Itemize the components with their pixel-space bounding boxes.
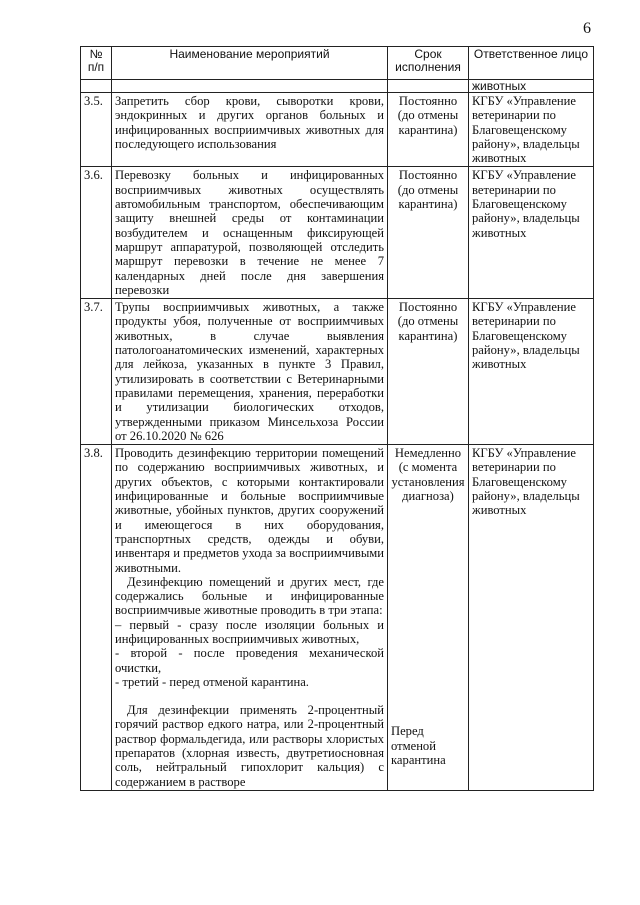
header-num: № п/п: [81, 47, 112, 80]
term-block: [388, 445, 469, 791]
measure-list-item: - второй - после проведения механической очистки,: [115, 646, 384, 675]
header-name: Наименование мероприятий: [112, 47, 388, 80]
measure-text: Трупы восприимчивых животных, а также продукты убоя, полученные от восприимчивых животных, в случае выявления патологоанатомических изменений, характерных для лейкоза, указанных в пункте 3 Правил, утилизировать в соответствии с Ветеринарными правилами перемещения, хранения, переработки и утилизации биологических отходов, утвержденными приказом Минсельхоза России от 26.10.2020 № 626: [112, 299, 388, 445]
carryover-text: животных: [469, 80, 594, 93]
term-text-second: Перед отменой карантина: [391, 724, 446, 767]
term-text: Постоянно (до отмены карантина): [388, 93, 469, 167]
responsible-text: КГБУ «Управление ветеринарии по Благовещенскому району», владельцы животных: [469, 93, 594, 167]
responsible-text: КГБУ «Управление ветеринарии по Благовещенскому району», владельцы животных: [469, 299, 594, 445]
measure-list-item: – первый - сразу после изоляции больных и инфицированных восприимчивых животных,: [115, 617, 384, 646]
measure-text: Запретить сбор крови, сыворотки крови, эндокринных и других органов больных и инфицированных восприимчивых животных для последующего использования: [112, 93, 388, 167]
row-number: 3.5.: [81, 93, 112, 167]
measure-paragraph: Дезинфекцию помещений и других мест, где содержались больные и инфицированные восприимчивые животные проводить в три этапа:: [115, 574, 384, 618]
term-text: Постоянно (до отмены карантина): [388, 167, 469, 299]
measure-list-item: - третий - перед отменой карантина.: [115, 674, 309, 689]
page-number: 6: [583, 20, 591, 37]
row-number: 3.8.: [81, 445, 112, 791]
term-text: Постоянно (до отмены карантина): [388, 299, 469, 445]
header-resp: Ответственное лицо: [469, 47, 594, 80]
table-row: [81, 299, 594, 445]
carryover-row: [81, 80, 594, 93]
table-row: [81, 93, 594, 167]
measure-text: Перевозку больных и инфицированных восприимчивых животных осуществлять автомобильным транспортом, обеспечивающим защиту внешней среды от контаминации возбудителем и оснащенным фиксирующей маршрут аппаратурой, позволяющей отследить маршрут перевозки в течение не менее 7 календарных дней после дня завершения перевозки: [112, 167, 388, 299]
measure-paragraph: Проводить дезинфекцию территории помещений по содержанию восприимчивых животных, и других объектов, с которыми контактировали инфицированные и больные восприимчивые животные, убойных пунктов, других сооружений и имеющегося в них оборудования, транспортных средств, одежды и обуви, инвентаря и предметов ухода за восприимчивыми животными.: [115, 446, 384, 575]
term-text: Немедленно (с момента установления диагноза): [391, 446, 465, 504]
row-number: 3.7.: [81, 299, 112, 445]
responsible-text: КГБУ «Управление ветеринарии по Благовещенскому району», владельцы животных: [469, 167, 594, 299]
table-header-row: [81, 47, 594, 80]
table-row: [81, 167, 594, 299]
responsible-text: КГБУ «Управление ветеринарии по Благовещенскому району», владельцы животных: [469, 445, 594, 791]
row-number: 3.6.: [81, 167, 112, 299]
measures-table: [80, 46, 594, 791]
measure-paragraph: Для дезинфекции применять 2-процентный горячий раствор едкого натра, или 2-процентный раствор формальдегида, или растворы хлористых препаратов (хлорная известь, двутретиосновная соль, нейтральный гипохлорит кальция) с содержанием в растворе: [115, 703, 384, 789]
table-row: [81, 445, 594, 791]
measure-text-block: [112, 445, 388, 791]
header-term: Срок исполнения: [388, 47, 469, 80]
